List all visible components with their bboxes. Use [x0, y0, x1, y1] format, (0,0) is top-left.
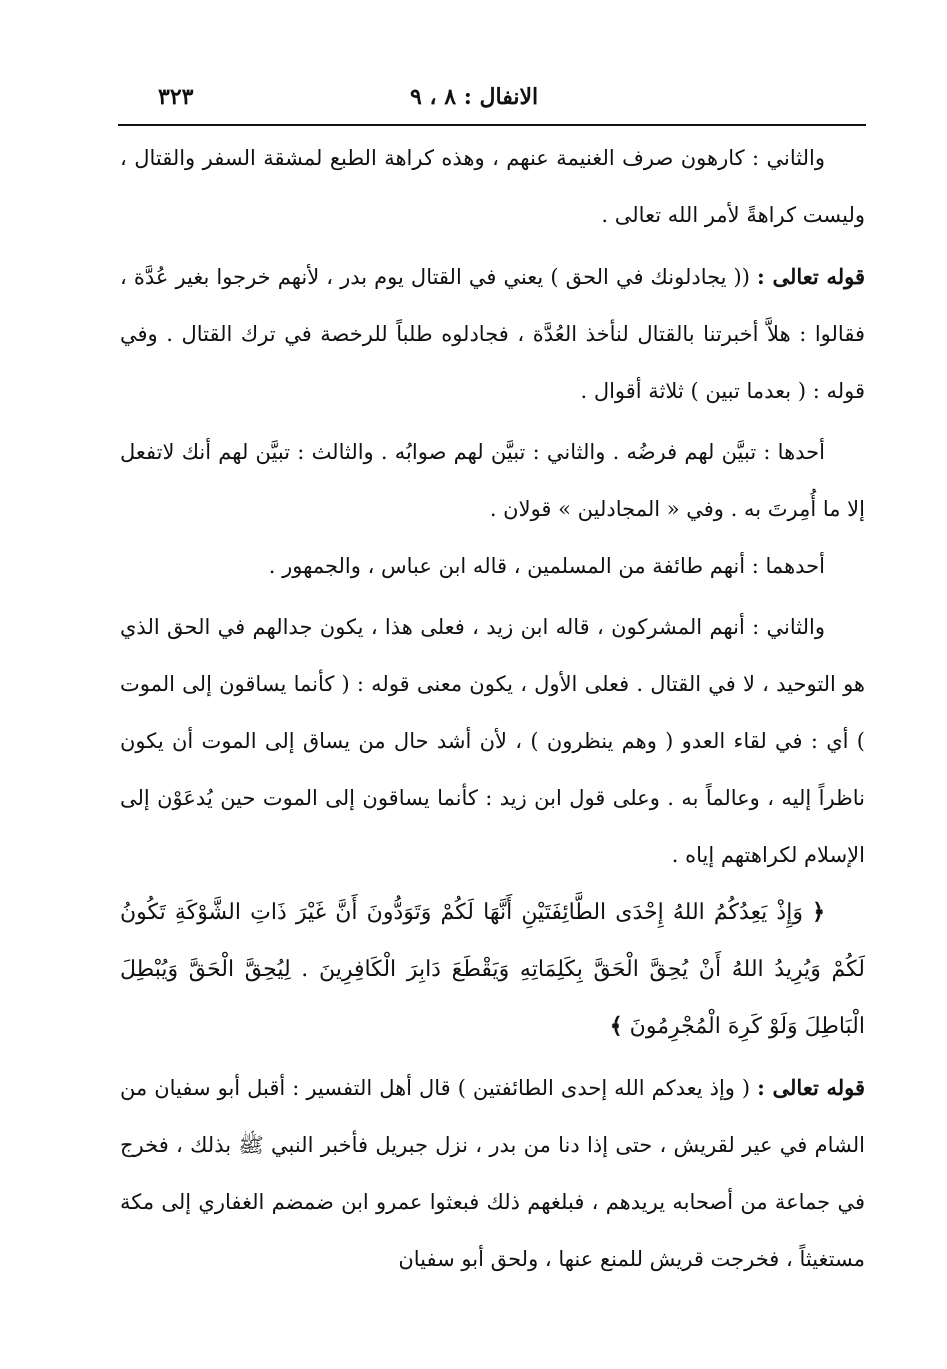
paragraph-6-text: ( وإذ يعدكم الله إحدى الطائفتين ) قال أهل التفسير : أقبل أبو سفيان من الشام في عير لقريش ، حتى إذا دنا من بدر ، نزل جبريل فأخبر النبي ﷺ بذلك ، فخرج في جماعة من أصحابه يريدهم ، فبلغهم ذلك فبعثوا عمرو ابن ضمضم الغفاري إلى مكة مستغيثاً ، فخرجت قريش للمنع عنها ، ولحق أبو سفيان — [120, 1076, 865, 1271]
paragraph-5: والثاني : أنهم المشركون ، قاله ابن زيد ، فعلى هذا ، يكون جدالهم في الحق الذي هو التوحيد ، لا في القتال . فعلى الأول ، يكون معنى قوله : ( كأنما يساقون إلى الموت ) أي : في لقاء العدو ( وهم ينظرون ) ، لأن أشد حال من يساق إلى الموت أن يكون ناظراً إليه ، وعالماً به . وعلى قول ابن زيد : كأنما يساقون إلى الموت حين يُدعَوْن إلى الإسلام لكراهتهم إياه . — [120, 615, 865, 867]
paragraph-6-lead: قوله تعالى : — [757, 1075, 865, 1100]
page-number: ٣٢٣ — [158, 84, 194, 110]
paragraph-2 — [120, 248, 865, 420]
quran-open-bracket: ﴿ — [812, 899, 826, 925]
paragraph-6 — [120, 1059, 865, 1288]
paragraph-1: والثاني : كارهون صرف الغنيمة عنهم ، وهذه كراهة الطبع لمشقة السفر والقتال ، وليست كراهةً لأمر الله تعالى . — [120, 146, 865, 227]
paragraph-2-text: (( يجادلونك في الحق ) يعني في القتال يوم بدر ، لأنهم خرجوا بغير عُدَّة ، فقالوا : هلاَّ أخبرتنا بالقتال لنأخذ العُدَّة ، فجادلوه طلباً للرخصة في ترك القتال . وفي قوله : ( بعدما تبين ) ثلاثة أقوال . — [120, 265, 865, 403]
paragraph-4: أحدهما : أنهم طائفة من المسلمين ، قاله ابن عباس ، والجمهور . — [268, 554, 825, 578]
paragraph-2-lead: قوله تعالى : — [757, 264, 866, 289]
paragraph-3: أحدها : تبيَّن لهم فرضُه . والثاني : تبيَّن لهم صوابُه . والثالث : تبيَّن لهم أنك لاتفعل إلا ما أُمِرتَ به . وفي « المجادلين » قولان . — [120, 440, 865, 521]
quran-verse — [120, 884, 865, 1055]
header-rule — [118, 124, 866, 126]
running-head: الانفال : ٨ ، ٩ — [410, 84, 539, 110]
page-header — [120, 78, 820, 118]
quran-close-bracket: ﴾ — [609, 1013, 623, 1039]
body-text — [120, 130, 865, 1288]
quran-verse-text: وَإِذْ يَعِدُكُمُ اللهُ إِحْدَى الطَّائِفَتَيْنِ أَنَّهَا لَكُمْ وَتَوَدُّونَ أَنَّ غَيْرَ ذَاتِ الشَّوْكَةِ تَكُونُ لَكُمْ وَيُرِيدُ اللهُ أَنْ يُحِقَّ الْحَقَّ بِكَلِمَاتِهِ وَيَقْطَعَ دَابِرَ الْكَافِرِينَ . لِيُحِقَّ الْحَقَّ وَيُبْطِلَ الْبَاطِلَ وَلَوْ كَرِهَ الْمُجْرِمُونَ — [120, 900, 865, 1039]
